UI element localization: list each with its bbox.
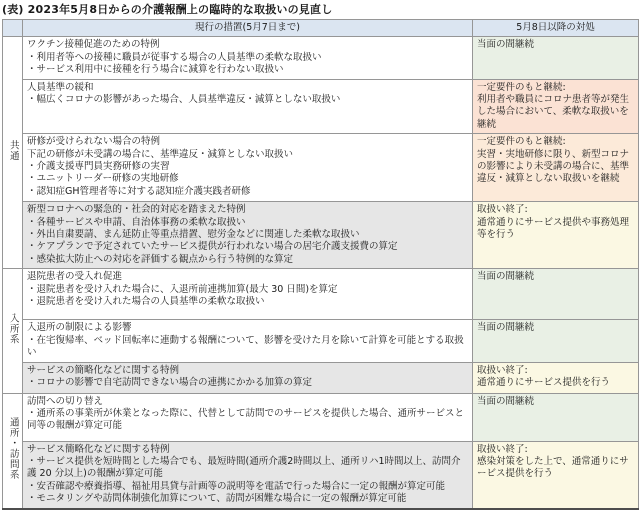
cell-line: 人員基準の緩和	[27, 81, 94, 93]
section-label-common	[3, 37, 23, 269]
cell-line: ・コロナの影響で自宅訪問できない場合の連携にかかる加算の算定	[27, 376, 313, 388]
cell-line: 感染対策をした上で、通常通りにサービス提供を行う	[477, 455, 629, 480]
table-header-row	[3, 20, 639, 37]
cell-line: ・モニタリングや訪問体制強化加算について、訪問が困難な場合に一定の報酬が算定可能	[27, 493, 407, 505]
header-corner-cell	[3, 20, 23, 37]
measure-cell-staffing	[23, 79, 473, 134]
cell-line: サービス簡略化などに関する特例	[27, 443, 170, 455]
revision-table	[2, 19, 639, 510]
cell-line: ・在宅復帰率、ベッド回転率に連動する報酬について、影響を受けた月を除いて計算を可能とする取扱い	[27, 334, 464, 359]
header-after-may8: 5月8日以降の対処	[473, 20, 639, 37]
response-cell-simplification-daycare	[473, 441, 639, 509]
cell-line: 研修が受けられない場合の特例	[27, 136, 161, 148]
measure-cell-switch-to-visit	[23, 393, 473, 441]
cell-line: 取扱い終了:	[477, 364, 528, 376]
cell-line: 通常通りにサービス提供を行う	[477, 376, 611, 388]
cell-line: 退院患者の受入れ促進	[27, 271, 123, 283]
cell-line: 取扱い終了:	[477, 204, 528, 216]
section-label-daycare-visit	[3, 393, 23, 509]
cell-line: 実習・実地研修に限り、新型コロナの影響により未受講の場合に、基準違反・減算としない取扱いを継続	[477, 148, 630, 185]
response-cell-training	[473, 134, 639, 202]
measure-cell-simplification-residential	[23, 362, 473, 393]
measure-cell-vaccine	[23, 37, 473, 79]
cell-line: ・ユニットリーダー研修の実地研修	[27, 173, 179, 185]
cell-line: ・ケアプランで予定されていたサービス提供が行われない場合の居宅介護支援費の算定	[27, 241, 398, 253]
measure-cell-emergency	[23, 202, 473, 269]
cell-line: 新型コロナへの緊急的・社会的対応を踏まえた特例	[27, 204, 246, 216]
section-label-text: 入所系	[7, 312, 19, 345]
cell-line: ・安否確認や療養指導、福祉用具貸与計画等の説明等を電話で行った場合に一定の報酬が算定可能	[27, 480, 446, 492]
measure-cell-discharge	[23, 269, 473, 320]
table-row	[3, 362, 639, 393]
table-row	[3, 441, 639, 509]
response-cell-discharge	[473, 269, 639, 320]
section-label-text: 通所・訪問系	[7, 416, 19, 480]
measure-cell-training	[23, 134, 473, 202]
cell-line: サービスの簡略化などに関する特例	[27, 364, 180, 376]
cell-line: 取扱い終了:	[477, 443, 528, 455]
measure-cell-simplification-daycare	[23, 441, 473, 509]
cell-line: 当面の間継続	[477, 271, 535, 283]
cell-line: ・サービス提供を短時間とした場合でも、最短時間(通所介護2時間以上、通所リハ1時間以上、訪問介護 20 分以上)の報酬が算定可能	[27, 455, 461, 480]
cell-line: 通常通りにサービス提供や事務処理等を行う	[477, 216, 630, 241]
table-row	[3, 134, 639, 202]
cell-line: ・退院患者を受け入れた場合の人員基準の柔軟な取扱い	[27, 296, 265, 308]
cell-line: ・各種サービスや申請、自治体事務の柔軟な取扱い	[27, 216, 246, 228]
cell-line: 訪問への切り替え	[27, 395, 104, 407]
response-cell-switch-to-visit	[473, 393, 639, 441]
header-current-measures: 現行の措置(5月7日まで)	[23, 20, 473, 37]
table-row	[3, 269, 639, 320]
cell-line: ・外出自粛要請、まん延防止等重点措置、慰労金などに関連した柔軟な取扱い	[27, 229, 360, 241]
section-label-residential	[3, 269, 23, 393]
response-cell-emergency	[473, 202, 639, 269]
section-label-text: 共通	[7, 140, 19, 162]
cell-line: ・感染拡大防止への対応を評価する観点から行う特例的な算定	[27, 253, 294, 265]
cell-line: 下記の研修が未受講の場合に、基準違反・減算としない取扱い	[27, 148, 294, 160]
cell-line: ・利用者等への接種に職員が従事する場合の人員基準の柔軟な取扱い	[27, 51, 322, 63]
response-cell-vaccine	[473, 37, 639, 79]
response-cell-admission-limits	[473, 320, 639, 362]
cell-line: 一定要件のもと継続:	[477, 136, 566, 148]
cell-line: ・通所系の事業所が休業となった際に、代替として訪問でのサービスを提供した場合、通所サービスと同等の報酬が算定可能	[27, 407, 465, 432]
cell-line: ・認知症GH管理者等に対する認知症介護実践者研修	[27, 185, 251, 197]
page-title: (表) 2023年5月8日からの介護報酬上の臨時的な取扱いの見直し	[2, 3, 333, 16]
cell-line: 当面の間継続	[477, 39, 535, 51]
table-row	[3, 393, 639, 441]
cell-line: ・サービス利用中に接種を行う場合に減算を行わない取扱い	[27, 64, 284, 76]
cell-line: 入退所の制限による影響	[27, 322, 132, 334]
cell-line: 当面の間継続	[477, 322, 535, 334]
cell-line: ・退院患者を受け入れた場合に、入退所前連携加算(最大 30 日間)を算定	[27, 283, 338, 295]
response-cell-staffing	[473, 79, 639, 134]
cell-line: 一定要件のもと継続:	[477, 81, 566, 93]
cell-line: ワクチン接種促進のための特例	[27, 39, 160, 51]
cell-line: 利用者や職員にコロナ患者等が発生した場合において、柔軟な取扱いを継続	[477, 94, 630, 130]
table-row	[3, 37, 639, 79]
cell-line: ・介護支援専門員実務研修の実習	[27, 161, 170, 173]
response-cell-simplification-residential	[473, 362, 639, 393]
measure-cell-admission-limits	[23, 320, 473, 362]
cell-line: ・幅広くコロナの影響があった場合、人員基準違反・減算としない取扱い	[27, 94, 341, 106]
table-row	[3, 202, 639, 269]
table-row	[3, 320, 639, 362]
table-row	[3, 79, 639, 134]
cell-line: 当面の間継続	[477, 395, 535, 407]
